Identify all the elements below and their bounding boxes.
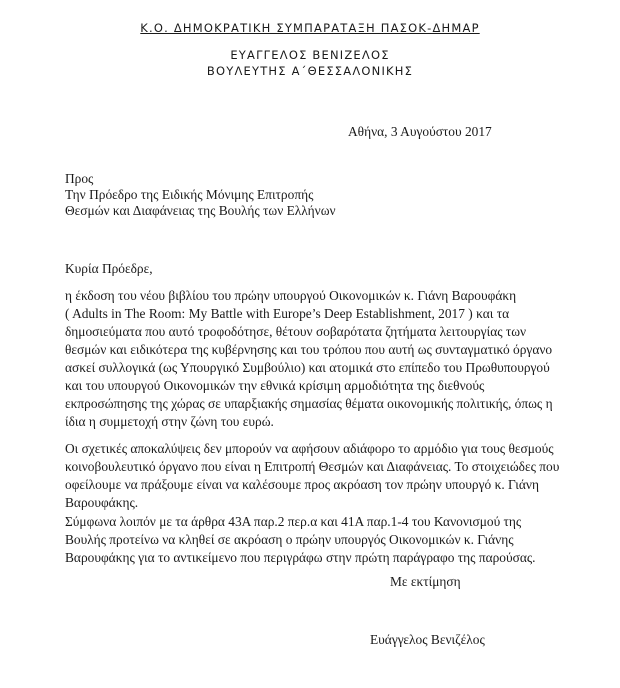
recipient-line: Την Πρόεδρο της Ειδικής Μόνιμης Επιτροπής [65, 187, 314, 202]
party-name: Κ.Ο. ΔΗΜΟΚΡΑΤΙΚΗ ΣΥΜΠΑΡΑΤΑΞΗ ΠΑΣΟΚ-ΔΗΜΑΡ [140, 21, 480, 35]
paragraph-line: και του υπουργού Οικονομικών την εθνικά κρίσιμη αρμοδιότητα της διεθνούς [65, 378, 485, 393]
paragraph-line: ίδια η συμμετοχή στην ζώνη του ευρώ. [65, 414, 274, 429]
paragraph-line: ασκεί συλλογικά (ως Υπουργικό Συμβούλιο) και ατομικά στο επίπεδο του Πρωθυπουργού [65, 360, 550, 375]
paragraph-line: Βαρουφάκης για το αντικείμενο που περιγράφω στην πρώτη παράγραφο της παρούσας. [65, 550, 536, 565]
letterhead-party [0, 21, 620, 35]
salutation: Κυρία Πρόεδρε, [65, 261, 153, 276]
paragraph-line: ( Adults in The Room: My Battle with Europe’s Deep Establishment, 2017 ) και τα [65, 306, 510, 321]
paragraph-line: Βαρουφάκης. [65, 495, 139, 510]
closing: Με εκτίμηση [390, 574, 461, 589]
paragraph-line: εκπροσώπησης της χώρας σε υπαρξιακής σημασίας θέματα οικονομικής πολιτικής, όπως η [65, 396, 553, 411]
paragraph-line: οφείλουμε να πράξουμε είναι να καλέσουμε προς ακρόαση τον πρώην υπουργό κ. Γιάνη [65, 477, 539, 492]
paragraph-line: δημοσιεύματα που αυτό τροφοδότησε, θέτουν σοβαρότατα ζητήματα λειτουργίας των [65, 324, 527, 339]
recipient-line: Θεσμών και Διαφάνειας της Βουλής των Ελλήνων [65, 203, 336, 218]
paragraph-line: Βουλής προτείνω να κληθεί σε ακρόαση ο πρώην υπουργός Οικονομικών κ. Γιάνης [65, 532, 514, 547]
paragraph-line: η έκδοση του νέου βιβλίου του πρώην υπουργού Οικονομικών κ. Γιάνη Βαρουφάκη [65, 288, 517, 303]
paragraph-line: Οι σχετικές αποκαλύψεις δεν μπορούν να αφήσουν αδιάφορο το αρμόδιο για τους θεσμούς [65, 441, 554, 456]
paragraph-line: Σύμφωνα λοιπόν με τα άρθρα 43Α παρ.2 περ.α και 41Α παρ.1-4 του Κανονισμού της [65, 514, 522, 529]
paragraph-line: θεσμών και ειδικότερα της κυβέρνησης και του τρόπου που αυτή ως συνταγματικό όργανο [65, 342, 553, 357]
letterhead-name: ΕΥΑΓΓΕΛΟΣ ΒΕΝΙΖΕΛΟΣ [230, 48, 390, 62]
paragraph-line: κοινοβουλευτικό όργανο που είναι η Επιτροπή Θεσμών και Διαφάνειας. Το στοιχειώδες που [65, 459, 560, 474]
signature: Ευάγγελος Βενιζέλος [370, 632, 485, 647]
recipient-line: Προς [65, 171, 94, 186]
letter-date: Αθήνα, 3 Αυγούστου 2017 [348, 124, 492, 139]
letterhead-role: ΒΟΥΛΕΥΤΗΣ Α΄ΘΕΣΣΑΛΟΝΙΚΗΣ [206, 64, 414, 78]
